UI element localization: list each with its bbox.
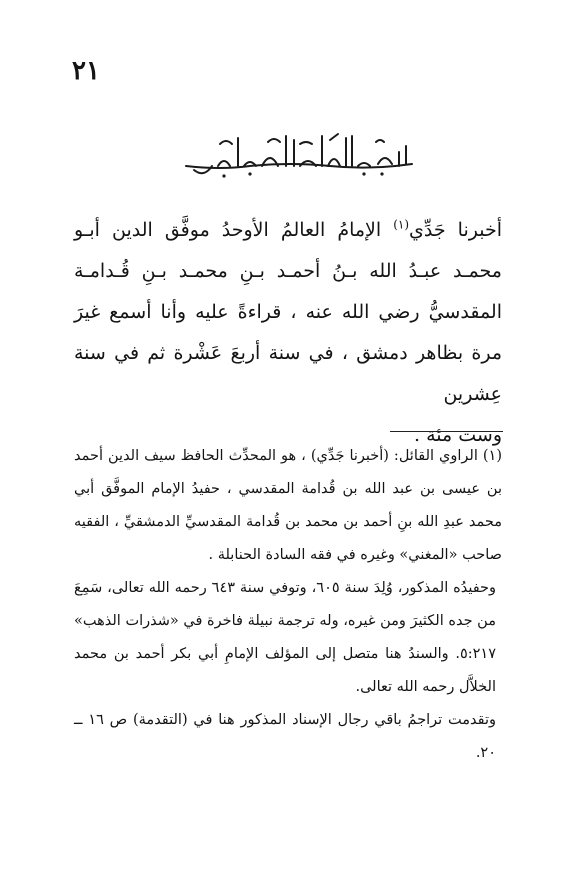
page-number: ٢١ [72, 56, 100, 86]
footnote-paragraph-2: وحفيدُه المذكور، وُلِدَ سنة ٦٠٥، وتوفي سنة ٦٤٣ رحمه الله تعالى، سَمِعَ من جده الكثيرَ ومن غيره، وله ترجمة نبيلة فاخرة في «شذرات الذهب» ٥:٢١٧. والسندُ هنا متصل إلى المؤلف الإمامِ أبي بكر أحمد بن محمد الخلاَّل رحمه الله تعالى. [74, 580, 497, 695]
footnote-marker: (١) [393, 217, 410, 232]
main-text [74, 210, 502, 456]
footnote-1: (١) الراوي القائل: (أخبرنا جَدِّي) ، هو المحدِّث الحافظ سيف الدين أحمد بن عيسى بن عبد الله بن قُدامة المقدسي ، حفيدُ الإمام الموفَّق أبي محمد عبدِ الله بنِ أحمد بن محمد بن قُدامة المقدسيِّ الدمشقيِّ ، الفقيه صاحب «المغني» وغيره في فقه السادة الحنابلة . [74, 448, 502, 563]
footnotes [74, 440, 502, 770]
footnote-separator [390, 431, 503, 432]
main-paragraph [74, 210, 502, 415]
basmala-calligraphy [180, 122, 420, 182]
footnote-paragraph-3: وتقدمت تراجمُ باقي رجال الإسناد المذكور هنا في (التقدمة) ص ١٦ ــ ٢٠. [74, 712, 496, 761]
main-text-body: الإمامُ العالمُ الأوحدُ موفَّق الدين أبـو محمـد عبـدُ الله بـنُ أحمـد بـنِ محمـد بـنِ قُـدامـة المقدسيُّ رضي الله عنه ، قراءةً عليه وأنا أسمع غيرَ مرة بظاهر دمشق ، في سنة أربعَ عَشْرة ثم في سنة عِشرين [74, 219, 502, 405]
main-text-closing: وست مئة . [414, 424, 502, 446]
main-text-opening: أخبرنا جَدِّي [409, 219, 502, 241]
